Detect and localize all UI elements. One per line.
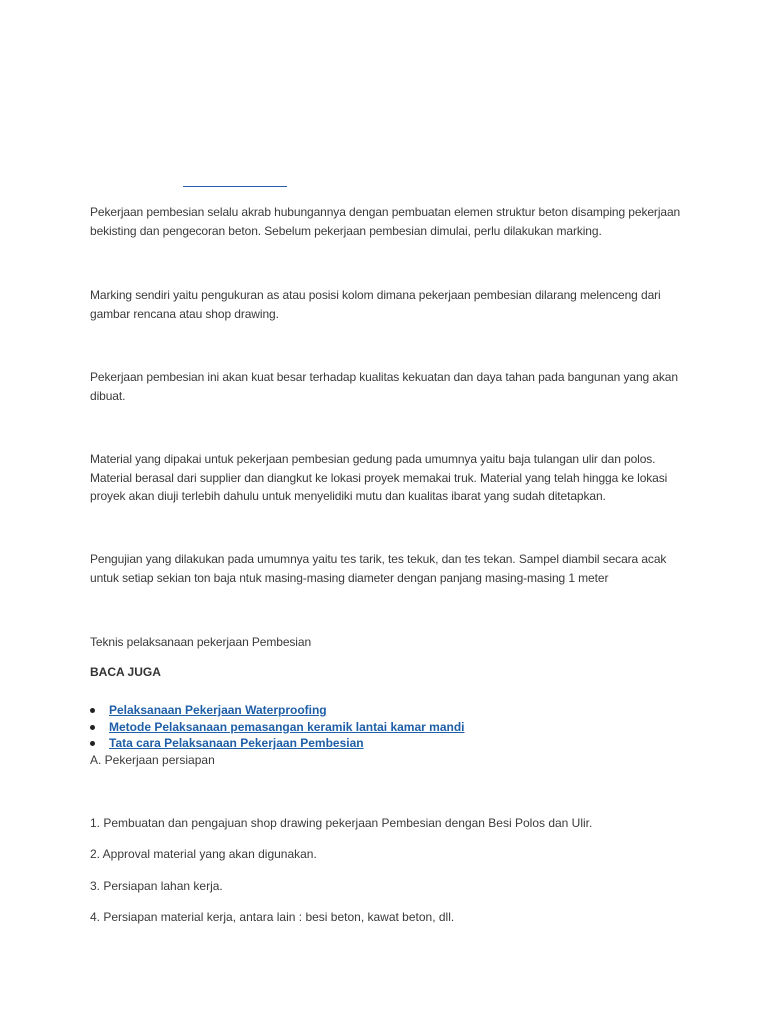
list-item-3: 3. Persiapan lahan kerja. [90, 879, 223, 893]
paragraph-material: Material yang dipakai untuk pekerjaan pembesian gedung pada umumnya yaitu baja tulangan ulir dan polos. Material berasal dari supplier dan diangkut ke lokasi proyek memakai truk. Material yang telah hingga ke lokasi proyek akan diuji terlebih dahulu untuk menyelidiki mutu dan kualitas ibarat yang sudah ditetapkan. [90, 452, 668, 503]
related-heading: BACA JUGA [90, 665, 161, 679]
section-title: A. Pekerjaan persiapan [90, 753, 215, 767]
list-item-4: 4. Persiapan material kerja, antara lain : besi beton, kawat beton, dll. [90, 910, 455, 924]
bullet-icon [90, 741, 95, 746]
list-item-2: 2. Approval material yang akan digunakan. [90, 847, 317, 861]
paragraph-strength: Pekerjaan pembesian ini akan kuat besar terhadap kualitas kekuatan dan daya tahan pada bangunan yang akan dibuat. [90, 370, 678, 403]
paragraph-technical: Teknis pelaksanaan pekerjaan Pembesian [90, 635, 312, 649]
bullet-icon [90, 708, 95, 713]
related-links-list [90, 702, 465, 752]
bullet-icon [90, 725, 95, 730]
related-link-keramik[interactable]: Metode Pelaksanaan pemasangan keramik lantai kamar mandi [109, 719, 465, 734]
list-item [90, 719, 465, 736]
link-underline[interactable] [183, 186, 287, 187]
paragraph-marking: Marking sendiri yaitu pengukuran as atau posisi kolom dimana pekerjaan pembesian dilarang melenceng dari gambar rencana atau shop drawing. [90, 288, 661, 321]
paragraph-intro: Pekerjaan pembesian selalu akrab hubungannya dengan pembuatan elemen struktur beton disamping pekerjaan bekisting dan pengecoran beton. Sebelum pekerjaan pembesian dimulai, perlu dilakukan marking. [90, 205, 681, 238]
list-item-1: 1. Pembuatan dan pengajuan shop drawing pekerjaan Pembesian dengan Besi Polos dan Ulir. [90, 816, 593, 830]
list-item [90, 735, 465, 752]
list-item [90, 702, 465, 719]
related-link-pembesian[interactable]: Tata cara Pelaksanaan Pekerjaan Pembesian [109, 736, 364, 750]
related-link-waterproofing[interactable]: Pelaksanaan Pekerjaan Waterproofing [109, 703, 327, 717]
paragraph-testing: Pengujian yang dilakukan pada umumnya yaitu tes tarik, tes tekuk, dan tes tekan. Sampel diambil secara acak untuk setiap sekian ton baja ntuk masing-masing diameter dengan panjang masing-masing 1 meter [90, 552, 667, 585]
